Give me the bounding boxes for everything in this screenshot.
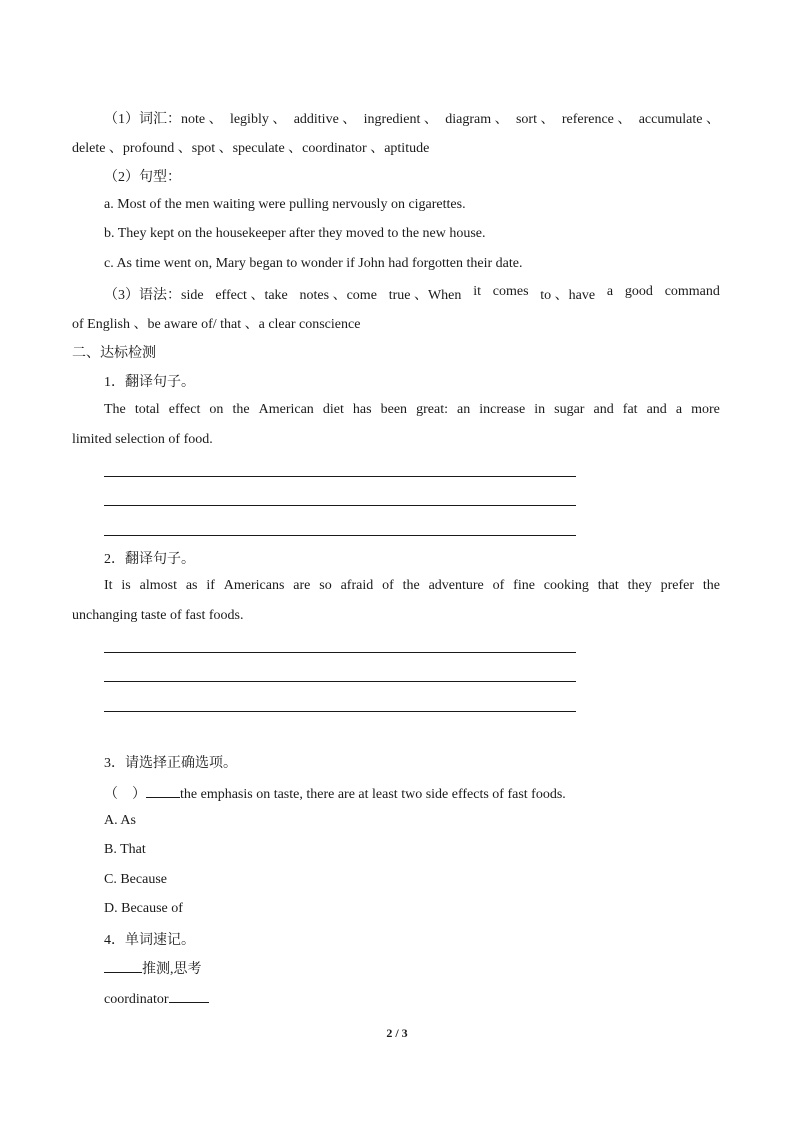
word: fine bbox=[513, 578, 535, 593]
word: to 、have bbox=[540, 288, 596, 303]
q1-sentence-line-1 bbox=[104, 402, 720, 418]
fill-blank[interactable] bbox=[104, 959, 142, 973]
q1-title: 1．翻译句子。 bbox=[104, 375, 195, 390]
word: and bbox=[646, 402, 667, 417]
q2-title: 2．翻译句子。 bbox=[104, 552, 195, 567]
sentence-pattern-label: （2）句型： bbox=[104, 170, 181, 185]
q4-item-1 bbox=[104, 958, 202, 978]
word: good bbox=[624, 284, 653, 299]
vocab-line-1 bbox=[104, 108, 720, 128]
vocab-line-2: delete 、profound 、spot 、speculate 、coordinator 、aptitude bbox=[72, 141, 430, 156]
word: comes bbox=[492, 284, 529, 299]
word: adventure bbox=[428, 578, 484, 593]
word: and bbox=[593, 402, 614, 417]
word: great: bbox=[416, 402, 448, 417]
word: sugar bbox=[554, 402, 585, 417]
word: Americans bbox=[223, 578, 285, 593]
word: a bbox=[606, 284, 614, 299]
word: is bbox=[121, 578, 131, 593]
word: it bbox=[473, 284, 481, 299]
vocab-word: sort 、 bbox=[515, 112, 555, 127]
page-number: 2 / 3 bbox=[386, 1026, 408, 1040]
word: the bbox=[702, 578, 720, 593]
word: that bbox=[597, 578, 619, 593]
q4-item-1-text: 推测,思考 bbox=[142, 962, 202, 977]
word: cooking bbox=[543, 578, 589, 593]
vocab-word: accumulate 、 bbox=[638, 112, 720, 127]
word: true 、When bbox=[388, 288, 462, 303]
word: are bbox=[293, 578, 311, 593]
word: notes 、come bbox=[299, 288, 377, 303]
fill-blank[interactable] bbox=[169, 989, 209, 1003]
word: fat bbox=[622, 402, 638, 417]
q4-item-2-text: coordinator bbox=[104, 992, 169, 1007]
word: of bbox=[492, 578, 505, 593]
word: diet bbox=[322, 402, 344, 417]
section-heading: 二、达标检测 bbox=[72, 346, 156, 361]
word: almost bbox=[139, 578, 177, 593]
word: The bbox=[104, 402, 126, 417]
q4-title: 4．单词速记。 bbox=[104, 933, 195, 948]
grammar-line-2: of English 、be aware of/ that 、a clear conscience bbox=[72, 317, 361, 332]
word: effect bbox=[168, 402, 201, 417]
word: in bbox=[534, 402, 546, 417]
answer-line[interactable] bbox=[104, 711, 576, 712]
word: they bbox=[627, 578, 652, 593]
word: the bbox=[402, 578, 420, 593]
q1-sentence-line-2: limited selection of food. bbox=[72, 432, 213, 447]
q3-stem bbox=[104, 783, 566, 803]
word: total bbox=[134, 402, 160, 417]
answer-line[interactable] bbox=[104, 476, 576, 477]
vocab-word: diagram 、 bbox=[445, 112, 509, 127]
answer-line[interactable] bbox=[104, 505, 576, 506]
option-b[interactable]: B. That bbox=[104, 842, 146, 857]
word: so bbox=[319, 578, 332, 593]
option-c[interactable]: C. Because bbox=[104, 872, 167, 887]
option-d[interactable]: D. Because of bbox=[104, 901, 183, 916]
word: increase bbox=[479, 402, 526, 417]
answer-parentheses[interactable]: （ ） bbox=[104, 787, 146, 802]
word: command bbox=[664, 284, 720, 299]
vocab-word: additive 、 bbox=[293, 112, 357, 127]
sentence-b: b. They kept on the housekeeper after they moved to the new house. bbox=[104, 226, 486, 241]
word: more bbox=[691, 402, 720, 417]
word: afraid bbox=[340, 578, 374, 593]
word: been bbox=[380, 402, 408, 417]
answer-line[interactable] bbox=[104, 681, 576, 682]
vocab-word: legibly 、 bbox=[229, 112, 287, 127]
grammar-line-1 bbox=[104, 284, 720, 304]
q3-stem-text: the emphasis on taste, there are at least two side effects of fast foods. bbox=[180, 787, 566, 802]
word: prefer bbox=[660, 578, 695, 593]
option-a[interactable]: A. As bbox=[104, 813, 136, 828]
word: （3）语法：side bbox=[104, 288, 204, 303]
vocab-label: （1）词汇：note 、 bbox=[104, 112, 223, 127]
q3-title: 3．请选择正确选项。 bbox=[104, 756, 237, 771]
q2-sentence-line-1 bbox=[104, 578, 720, 594]
word: has bbox=[352, 402, 372, 417]
sentence-c: c. As time went on, Mary began to wonder if John had forgotten their date. bbox=[104, 256, 523, 271]
word: of bbox=[382, 578, 394, 593]
word: effect 、take bbox=[215, 288, 288, 303]
word: if bbox=[206, 578, 215, 593]
word: as bbox=[185, 578, 198, 593]
answer-line[interactable] bbox=[104, 652, 576, 653]
word: a bbox=[675, 402, 683, 417]
vocab-word: reference 、 bbox=[561, 112, 632, 127]
answer-line[interactable] bbox=[104, 535, 576, 536]
fill-blank[interactable] bbox=[146, 784, 180, 798]
word: American bbox=[258, 402, 314, 417]
q2-sentence-line-2: unchanging taste of fast foods. bbox=[72, 608, 244, 623]
word: on bbox=[209, 402, 224, 417]
q4-item-2 bbox=[104, 989, 209, 1008]
word: the bbox=[232, 402, 250, 417]
word: an bbox=[457, 402, 471, 417]
word: It bbox=[104, 578, 113, 593]
sentence-a: a. Most of the men waiting were pulling nervously on cigarettes. bbox=[104, 197, 466, 212]
vocab-word: ingredient 、 bbox=[363, 112, 438, 127]
